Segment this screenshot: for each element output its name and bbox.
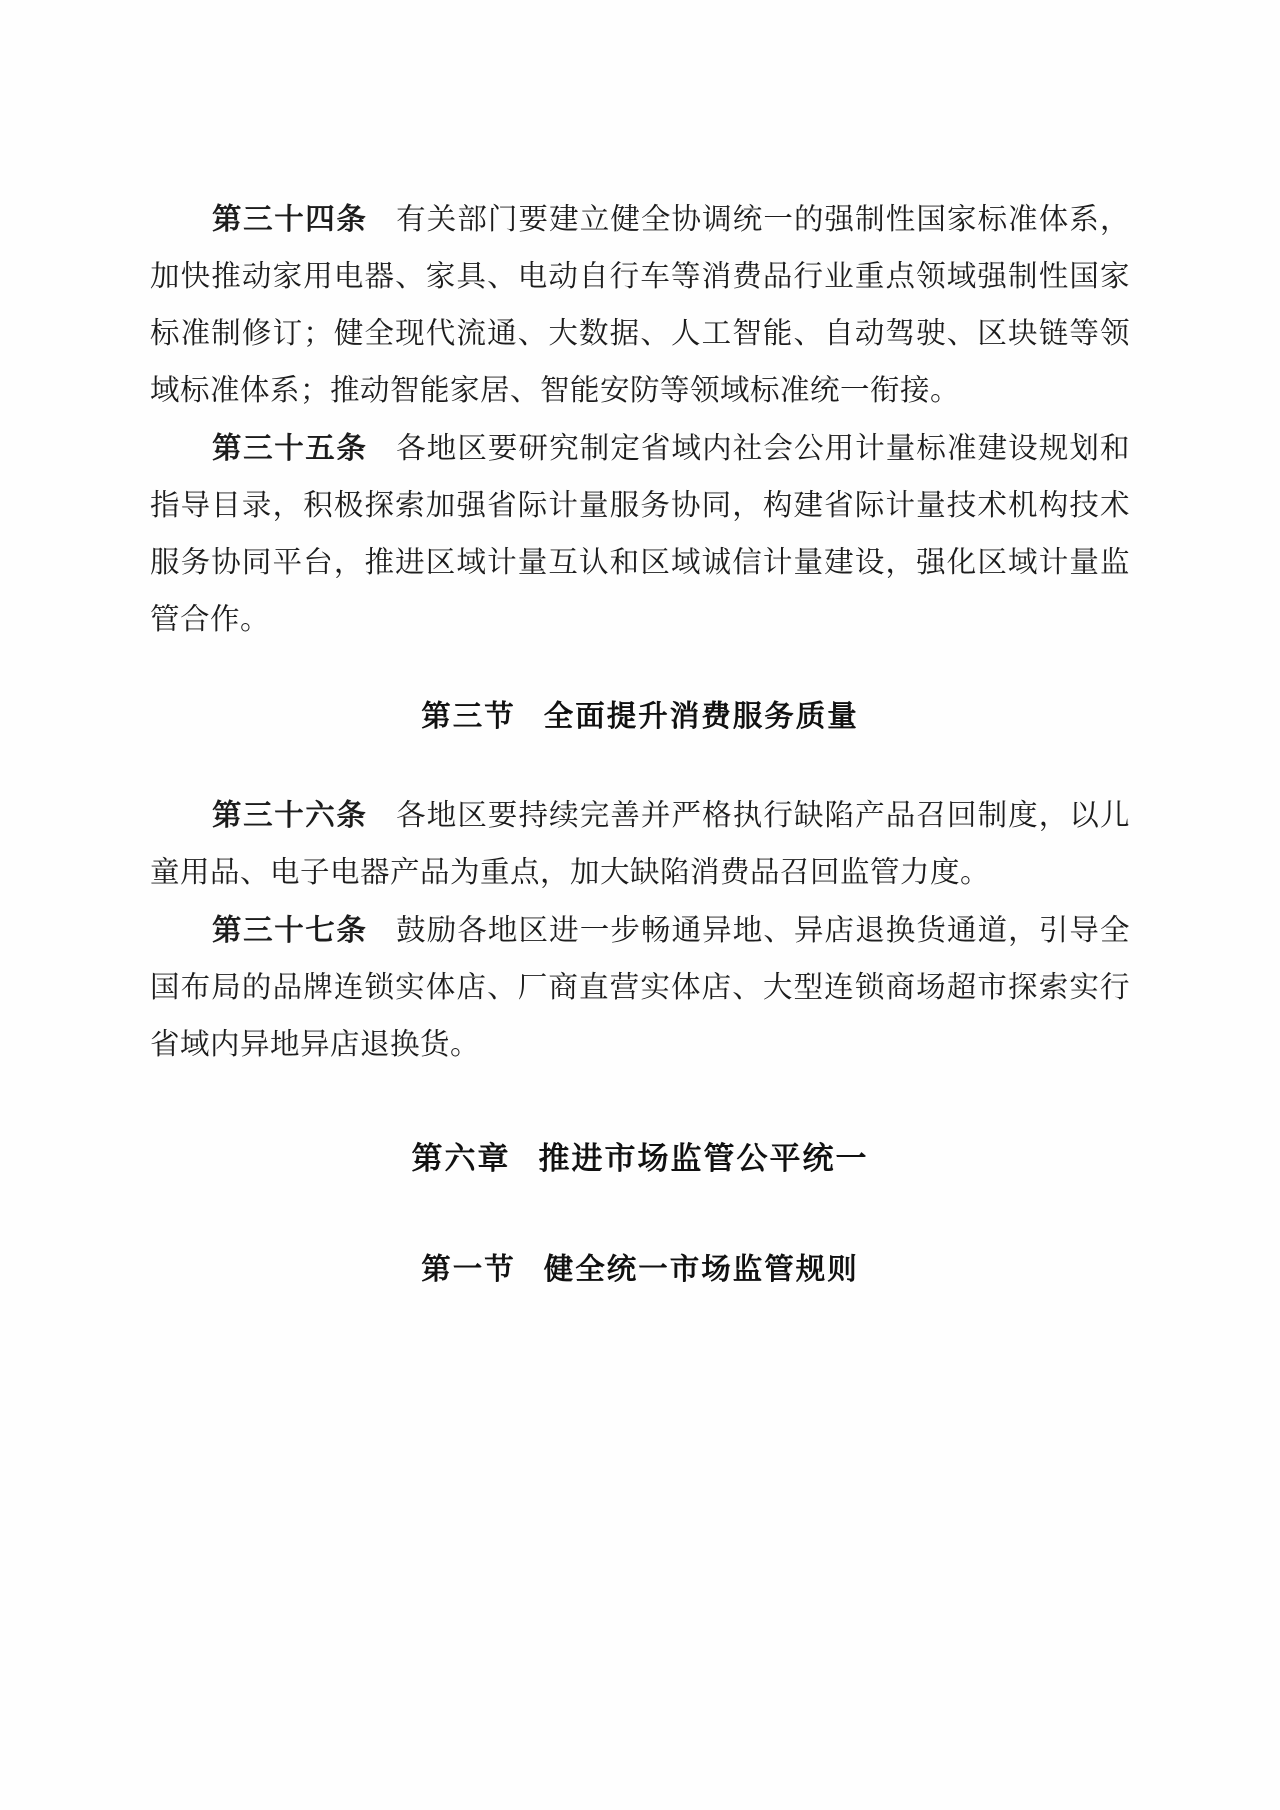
article-37-text: 鼓励各地区进一步畅通异地、异店退换货通道，引导全国布局的品牌连锁实体店、厂商直营实体店、大型连锁商场超市探索实行省域内异地异店退换货。 (150, 913, 1130, 1061)
chapter-6-label: 第六章 (411, 1141, 511, 1177)
article-36-label: 第三十六条 (212, 797, 368, 832)
paragraph-article-34 (150, 190, 1130, 419)
article-35-text: 各地区要研究制定省域内社会公用计量标准建设规划和指导目录，积极探索加强省际计量服务协同，构建省际计量技术机构技术服务协同平台，推进区域计量互认和区域诚信计量建设，强化区域计量监管合作。 (150, 431, 1130, 636)
section-3-title: 全面提升消费服务质量 (543, 699, 859, 733)
article-37-label: 第三十七条 (212, 912, 368, 947)
spacer (150, 648, 1130, 688)
article-36-text: 各地区要持续完善并严格执行缺陷产品召回制度，以儿童用品、电子电器产品为重点，加大缺陷消费品召回监管力度。 (150, 798, 1130, 889)
article-35-label: 第三十五条 (212, 430, 368, 465)
chapter-6-title: 推进市场监管公平统一 (538, 1141, 869, 1177)
spacer (150, 1187, 1130, 1241)
chapter-heading-6 (150, 1131, 1130, 1187)
section-heading-3 (150, 688, 1130, 744)
article-34-label: 第三十四条 (212, 201, 368, 236)
section-6-1-title: 健全统一市场监管规则 (543, 1252, 859, 1286)
section-3-label: 第三节 (421, 699, 516, 733)
paragraph-article-35 (150, 419, 1130, 648)
section-heading-6-1 (150, 1241, 1130, 1297)
spacer (150, 1073, 1130, 1131)
paragraph-article-36 (150, 786, 1130, 901)
article-34-text: 有关部门要建立健全协调统一的强制性国家标准体系，加快推动家用电器、家具、电动自行车等消费品行业重点领域强制性国家标准制修订；健全现代流通、大数据、人工智能、自动驾驶、区块链等领域标准体系；推动智能家居、智能安防等领域标准统一衔接。 (150, 202, 1130, 407)
paragraph-article-37 (150, 901, 1130, 1073)
section-6-1-label: 第一节 (421, 1252, 516, 1286)
spacer (150, 744, 1130, 786)
